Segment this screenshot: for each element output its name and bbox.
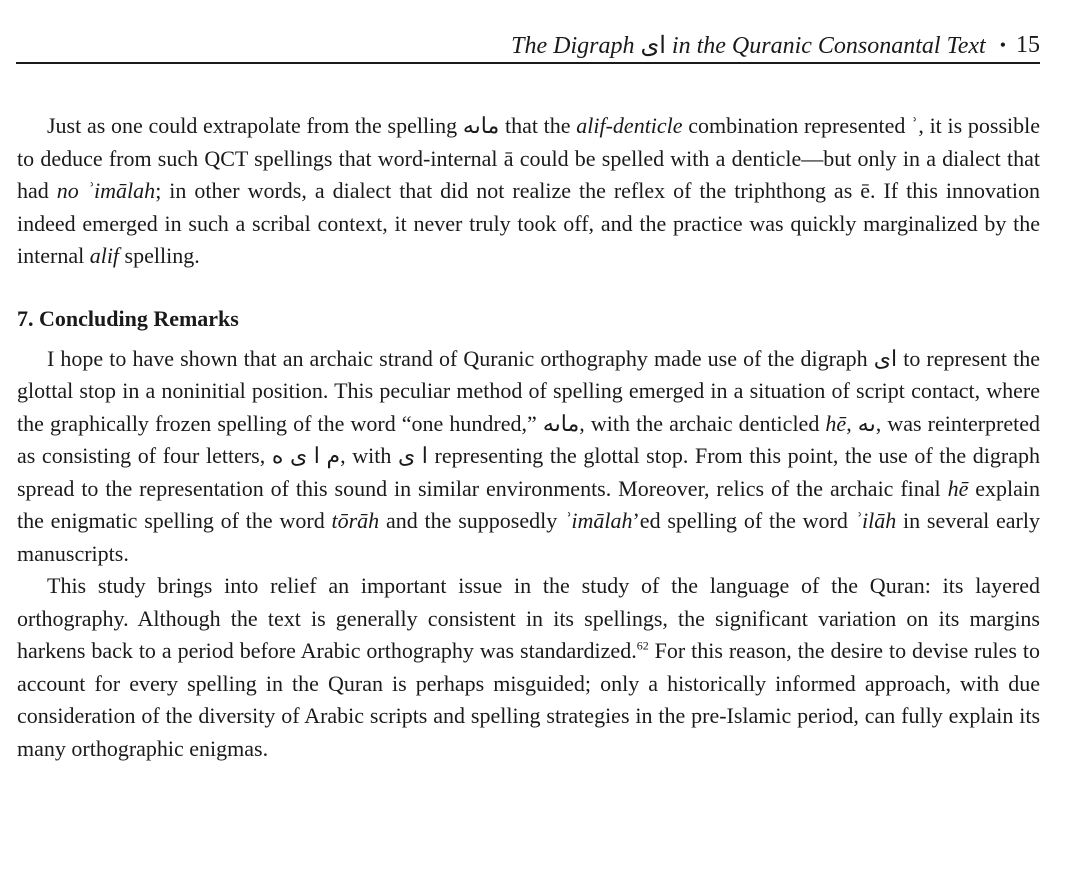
italic-term: hē xyxy=(947,475,969,501)
header-bullet: • xyxy=(999,34,1006,55)
page-number: 15 xyxy=(1016,31,1040,58)
italic-term: alif-denticle xyxy=(576,113,683,138)
italic-term: ʾilāh xyxy=(854,508,897,533)
running-title xyxy=(511,31,986,60)
running-title-part: The Digraph xyxy=(511,32,641,59)
text-run: This study brings into relief an important issue in the study of the language of the Quran: its layered orthography. Although the text is generally consistent in its spellings, the significant variation on its margins harkens back to a period before Arabic orthography was standardized. xyxy=(17,573,1040,663)
text-run: that the xyxy=(499,113,577,138)
text-run: spelling. xyxy=(119,243,200,268)
italic-term: alif xyxy=(89,243,120,268)
italic-term: hē xyxy=(825,410,847,436)
text-run: For this reason, the desire to devise rules to account for every spelling in the Quran is perhaps misguided; only a historically informed approach, with due consideration of the diversity of Arabic scripts and spelling strategies in the pre-Islamic period, can fully explain its many orthographic enigmas. xyxy=(17,638,1040,761)
arabic-word: م ا ى ه xyxy=(271,443,341,468)
text-run: explain the enigmatic spelling of the word xyxy=(17,475,1040,533)
text-run: I hope to have shown that an archaic strand of Quranic orthography made use of the digraph xyxy=(47,345,874,371)
italic-term: tōrāh xyxy=(331,508,380,533)
text-run: ’ed spelling of the word xyxy=(632,508,855,533)
text-run: , with the archaic denticled xyxy=(579,410,826,436)
running-title-part: in the Quranic Consonantal Text xyxy=(665,32,986,59)
text-run: representing the glottal stop. From this point, the use of the digraph spread to the representation of this sound in similar environments. Moreover, relics of the archaic final xyxy=(17,443,1040,501)
text-run: to represent the glottal stop in a noninitial position. This peculiar method of spelling emerged in a situation of script contact, where the graphically frozen spelling of the word “one hundred,” xyxy=(17,345,1040,436)
paragraph-2 xyxy=(17,343,1040,571)
paragraph-3 xyxy=(17,570,1040,765)
running-header xyxy=(16,28,1040,64)
text-run: , xyxy=(846,410,858,436)
arabic-word: ماىه xyxy=(462,113,500,138)
text-run: in several early manuscripts. xyxy=(17,508,1040,566)
arabic-word: ماىه xyxy=(542,410,580,436)
text-run: , was reinterpreted as consisting of four letters, xyxy=(17,410,1041,468)
italic-term: no ʾimālah xyxy=(56,178,156,203)
paragraph-1 xyxy=(17,110,1040,273)
text-run: , with xyxy=(340,443,398,468)
footnote-marker: 62 xyxy=(636,638,649,653)
text-run: and the supposedly xyxy=(379,508,565,533)
running-title-digraph: ای xyxy=(640,32,666,59)
section-heading: 7. Concluding Remarks xyxy=(17,305,239,331)
body-text xyxy=(17,110,1040,765)
arabic-word: ا ى xyxy=(397,443,428,468)
arabic-word: ای xyxy=(873,345,898,371)
italic-term: ʾimālah xyxy=(564,508,633,533)
text-run: Just as one could extrapolate from the spelling xyxy=(47,113,463,138)
text-run: combination represented ʾ, it is possible to deduce from such QCT spellings that word-internal ā could be spelled with a denticle—but only in a dialect that had xyxy=(17,113,1040,203)
arabic-word: ىه xyxy=(857,410,876,436)
text-run: ; in other words, a dialect that did not realize the reflex of the triphthong as ē. If this innovation indeed emerged in such a scribal context, it never truly took off, and the practice was quickly marginalized by the internal xyxy=(17,178,1040,268)
